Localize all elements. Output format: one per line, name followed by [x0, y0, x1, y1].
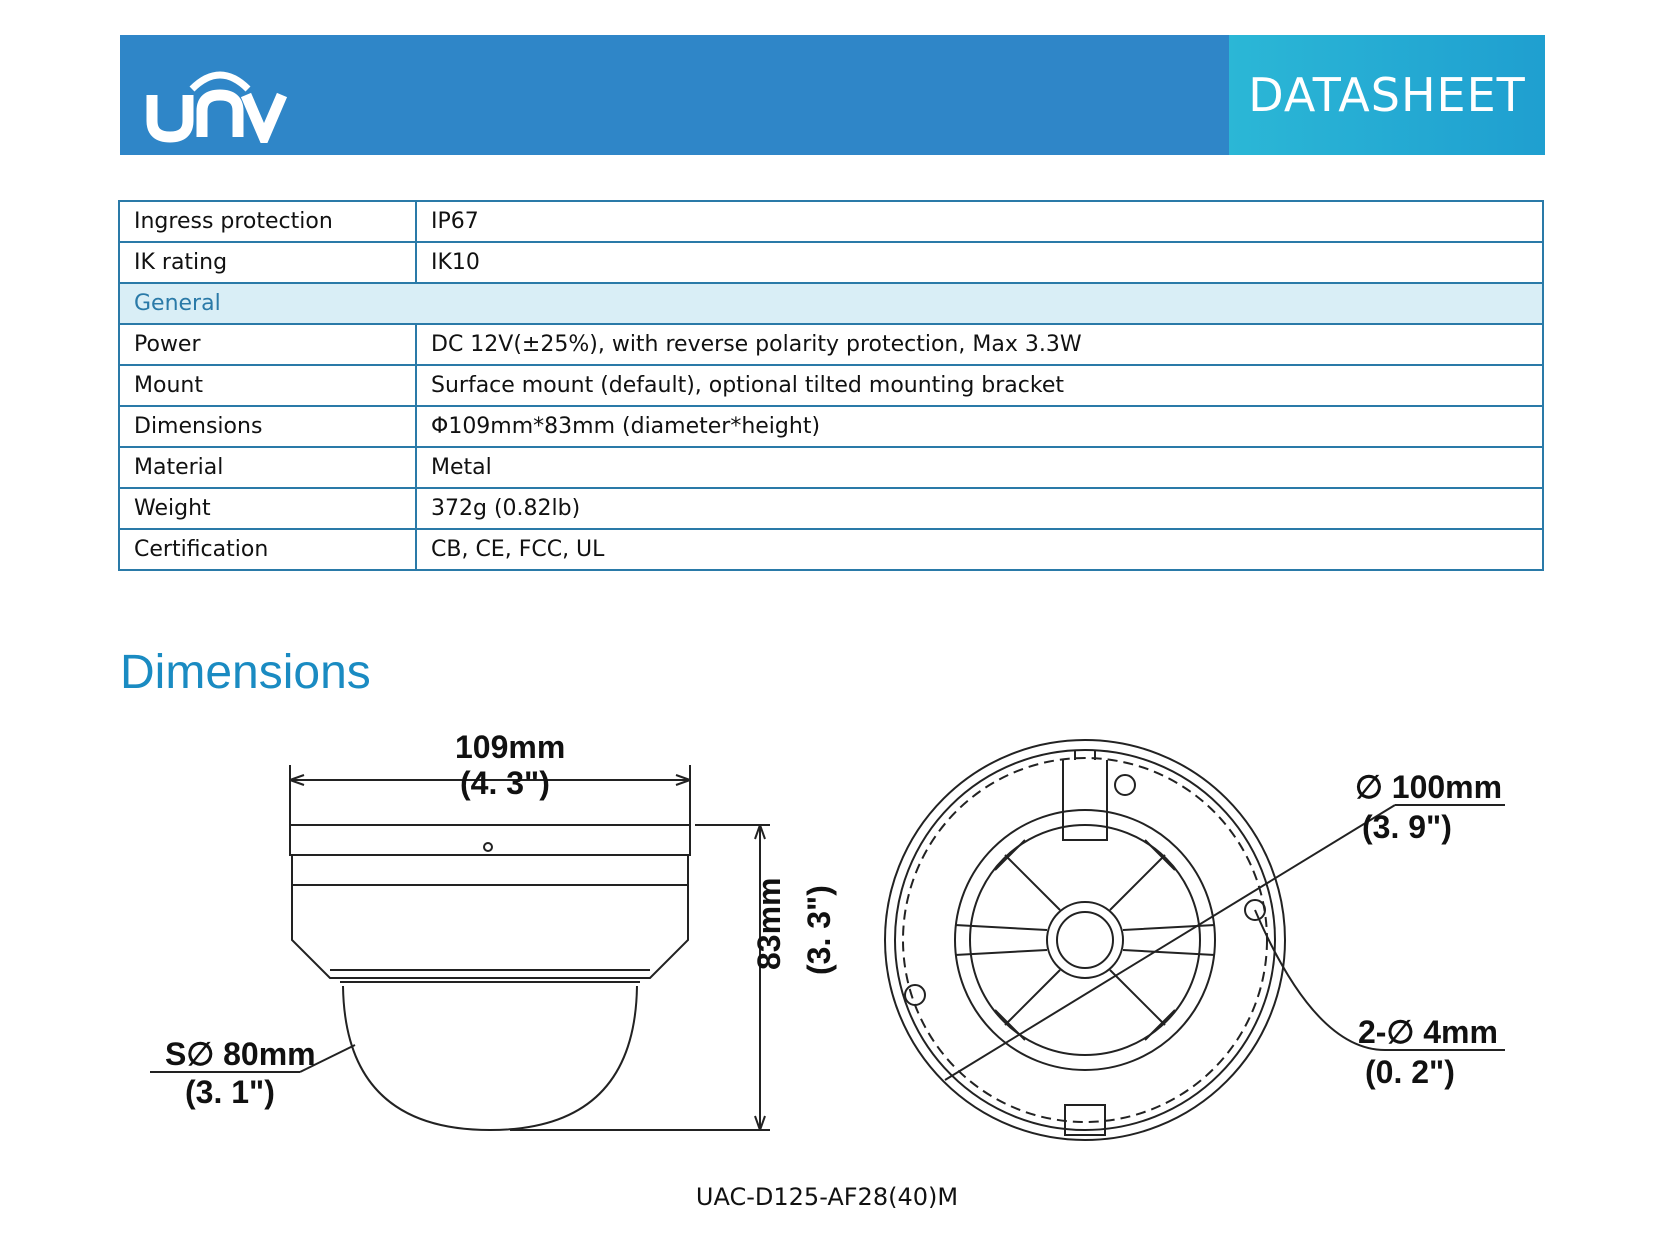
- table-row: [119, 529, 1543, 570]
- dome-in-label: (3. 1"): [185, 1074, 275, 1110]
- dimension-drawing: [130, 720, 1530, 1160]
- base-in-label: (3. 9"): [1362, 809, 1452, 845]
- spec-value: 372g (0.82lb): [416, 488, 1543, 529]
- banner-brand-area: [120, 35, 1229, 155]
- height-mm-label: 83mm: [751, 877, 787, 970]
- table-row: [119, 324, 1543, 365]
- table-row: [119, 365, 1543, 406]
- spec-label: IK rating: [119, 242, 416, 283]
- table-row: [119, 447, 1543, 488]
- table-row: [119, 406, 1543, 447]
- width-mm-label: 109mm: [455, 729, 566, 765]
- width-in-label: (4. 3"): [460, 765, 550, 801]
- spec-label: Power: [119, 324, 416, 365]
- header-banner: [120, 35, 1545, 155]
- hole-in-label: (0. 2"): [1365, 1054, 1455, 1090]
- spec-value: IK10: [416, 242, 1543, 283]
- datasheet-label: DATASHEET: [1248, 68, 1526, 122]
- spec-label: Weight: [119, 488, 416, 529]
- spec-table: [118, 200, 1544, 571]
- spec-label: Material: [119, 447, 416, 488]
- unv-logo: [142, 53, 292, 143]
- datasheet-label-area: [1229, 35, 1545, 155]
- spec-value: Metal: [416, 447, 1543, 488]
- spec-label: Certification: [119, 529, 416, 570]
- spec-value: DC 12V(±25%), with reverse polarity protection, Max 3.3W: [416, 324, 1543, 365]
- spec-label: Ingress protection: [119, 201, 416, 242]
- section-title: General: [119, 283, 1543, 324]
- spec-value: CB, CE, FCC, UL: [416, 529, 1543, 570]
- dimensions-heading: Dimensions: [120, 646, 371, 699]
- spec-label: Mount: [119, 365, 416, 406]
- spec-label: Dimensions: [119, 406, 416, 447]
- table-row: [119, 201, 1543, 242]
- base-mm-label: ∅ 100mm: [1355, 769, 1503, 805]
- spec-value: IP67: [416, 201, 1543, 242]
- spec-value: Surface mount (default), optional tilted mounting bracket: [416, 365, 1543, 406]
- hole-mm-label: 2-∅ 4mm: [1358, 1014, 1498, 1050]
- spec-value: Φ109mm*83mm (diameter*height): [416, 406, 1543, 447]
- model-caption: UAC-D125-AF28(40)M: [695, 1183, 959, 1211]
- section-row: [119, 283, 1543, 324]
- dome-mm-label: S∅ 80mm: [165, 1036, 316, 1072]
- height-in-label: (3. 3"): [801, 885, 837, 975]
- table-row: [119, 488, 1543, 529]
- table-row: [119, 242, 1543, 283]
